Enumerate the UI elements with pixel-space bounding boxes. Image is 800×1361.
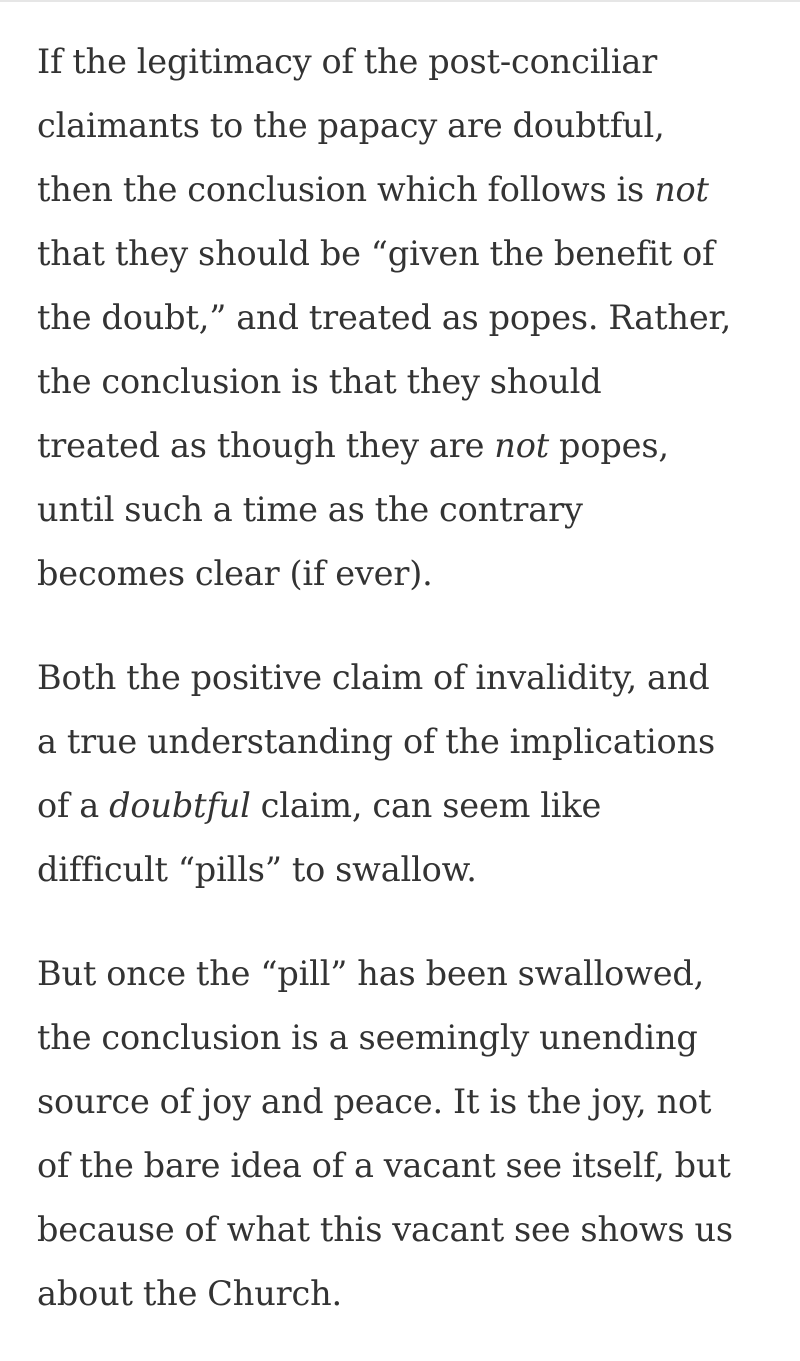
text-segment: because of what this vacant see shows us <box>37 1210 733 1249</box>
text-segment: the conclusion is that they should <box>37 362 602 401</box>
text-segment: a true understanding of the implications <box>37 722 716 761</box>
text-line <box>37 942 777 1006</box>
emphasized-text: not <box>654 170 709 209</box>
text-line <box>37 286 777 350</box>
text-line <box>37 1262 777 1326</box>
text-line <box>37 774 777 838</box>
paragraph-1 <box>37 30 777 606</box>
text-segment: If the legitimacy of the post-conciliar <box>37 42 658 81</box>
text-line <box>37 222 777 286</box>
top-divider <box>0 0 800 2</box>
text-segment: claimants to the papacy are doubtful, <box>37 106 665 145</box>
text-line <box>37 94 777 158</box>
text-segment: Both the positive claim of invalidity, and <box>37 658 710 697</box>
text-segment: difficult “pills” to swallow. <box>37 850 477 889</box>
text-line <box>37 1006 777 1070</box>
paragraph-2 <box>37 646 777 902</box>
text-line <box>37 710 777 774</box>
text-line <box>37 414 777 478</box>
text-segment: popes, <box>549 426 669 465</box>
paragraph-3 <box>37 942 777 1326</box>
text-segment: treated as though they are <box>37 426 495 465</box>
text-line <box>37 646 777 710</box>
text-line <box>37 838 777 902</box>
text-segment: the doubt,” and treated as popes. Rather, <box>37 298 732 337</box>
text-segment: then the conclusion which follows is <box>37 170 655 209</box>
text-segment: But once the “pill” has been swallowed, <box>37 954 705 993</box>
text-line <box>37 158 777 222</box>
text-segment: becomes clear (if ever). <box>37 554 433 593</box>
text-line <box>37 1198 777 1262</box>
text-segment: source of joy and peace. It is the joy, not <box>37 1082 712 1121</box>
text-segment: claim, can seem like <box>250 786 602 825</box>
text-line <box>37 478 777 542</box>
text-segment: that they should be “given the benefit of <box>37 234 715 273</box>
text-line <box>37 1134 777 1198</box>
text-segment: of the bare idea of a vacant see itself, but <box>37 1146 731 1185</box>
article-body <box>37 30 777 1326</box>
text-line <box>37 350 777 414</box>
emphasized-text: not <box>494 426 550 465</box>
text-line <box>37 30 777 94</box>
text-line <box>37 1070 777 1134</box>
emphasized-text: doubtful <box>109 786 251 825</box>
text-segment: until such a time as the contrary <box>37 490 583 529</box>
text-line <box>37 542 777 606</box>
text-segment: about the Church. <box>37 1274 343 1313</box>
text-segment: of a <box>37 786 110 825</box>
text-segment: the conclusion is a seemingly unending <box>37 1018 698 1057</box>
